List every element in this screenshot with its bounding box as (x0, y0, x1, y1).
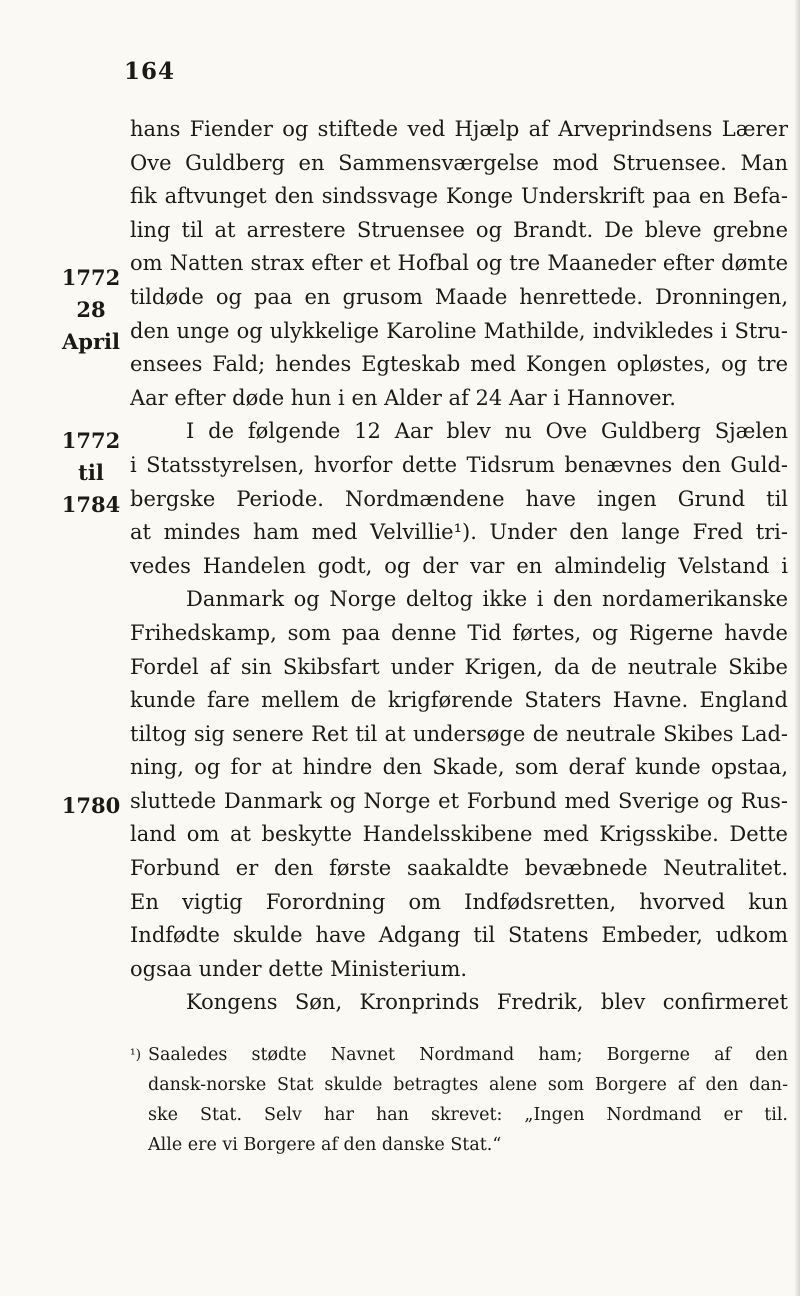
text-line: sluttede Danmark og Norge et Forbund med Sverige og Rus- (130, 788, 788, 813)
text-line: fik aftvunget den sindssvage Konge Underskrift paa en Befa- (130, 184, 788, 209)
text-line: i Statsstyrelsen, hvorfor dette Tidsrum benævnes den Guld- (130, 452, 788, 477)
text-line: den unge og ulykkelige Karoline Mathilde, indvikledes i Stru- (130, 318, 788, 343)
text-line: hans Fiender og stiftede ved Hjælp af Arveprindsens Lærer (130, 117, 788, 141)
margin-note-line: April (62, 329, 120, 354)
margin-note-line: 1784 (61, 492, 121, 517)
text-line: Kongens Søn, Kronprinds Fredrik, blev confirmeret (186, 990, 788, 1015)
text-line: at mindes ham med Velvillie¹). Under den lange Fred tri- (130, 520, 788, 545)
text-line: ling til at arrestere Struensee og Brandt. De bleve grebne (130, 217, 788, 242)
text-line: Forbund er den første saakaldte bevæbnede Neutralitet. (130, 856, 788, 881)
margin-note-line: 1772 (61, 428, 121, 453)
text-line: ensees Fald; hendes Egteskab med Kongen opløstes, og tre (130, 352, 788, 377)
text-line: Ove Guldberg en Sammensværgelse mod Struensee. Man (130, 150, 788, 175)
text-line: Fordel af sin Skibsfart under Krigen, da de neutrale Skibe (130, 654, 788, 679)
text-line: tiltog sig senere Ret til at undersøge de neutrale Skibes Lad- (130, 721, 788, 746)
text-line: kunde fare mellem de krigførende Staters Havne. England (130, 688, 788, 713)
text-line: ning, og for at hindre den Skade, som deraf kunde opstaa, (130, 755, 788, 780)
text-line: Frihedskamp, som paa denne Tid førtes, og Rigerne havde (130, 620, 788, 645)
text-line: Indfødte skulde have Adgang til Statens Embeder, udkom (130, 923, 788, 948)
margin-note-line: 1772 (61, 265, 121, 290)
footnote-line: ske Stat. Selv har han skrevet: „Ingen Nordmand er til. (148, 1105, 788, 1125)
body-text (130, 113, 788, 1020)
footnote-line: Saaledes stødte Navnet Nordmand ham; Borgerne af den (148, 1045, 788, 1065)
page-number: 164 (124, 58, 176, 85)
footnote (130, 1040, 788, 1160)
text-line: Danmark og Norge deltog ikke i den nordamerikanske (186, 587, 788, 612)
text-line: I de følgende 12 Aar blev nu Ove Guldberg Sjælen (186, 419, 788, 444)
margin-note-line: 28 (76, 297, 106, 322)
text-line: vedes Handelen godt, og der var en almindelig Velstand i (130, 553, 788, 578)
text-line: bergske Periode. Nordmændene have ingen Grund til (130, 486, 788, 511)
text-line: om Natten strax efter et Hofbal og tre Maaneder efter dømte (130, 251, 788, 276)
footnote-line: dansk-norske Stat skulde betragtes alene som Borgere af den dan- (148, 1075, 788, 1095)
text-line: land om at beskytte Handelsskibene med Krigsskibe. Dette (130, 822, 788, 847)
margin-note-line: 1780 (61, 793, 121, 818)
margin-note-line: til (78, 460, 104, 485)
footnote-mark: ¹) (130, 1047, 142, 1063)
margin-note-1772-til-1784 (58, 425, 124, 521)
footnote-line: Alle ere vi Borgere af den danske Stat.“ (148, 1135, 502, 1155)
text-line: En vigtig Forordning om Indfødsretten, hvorved kun (130, 889, 788, 914)
text-line: ogsaa under dette Ministerium. (130, 956, 468, 981)
margin-note-1780 (58, 790, 124, 822)
margin-note-1772-28-april (58, 262, 124, 358)
text-line: Aar efter døde hun i en Alder af 24 Aar i Hannover. (130, 385, 676, 410)
page-edge-shadow (794, 0, 800, 1296)
text-line: tildøde og paa en grusom Maade henrettede. Dronningen, (130, 284, 788, 309)
